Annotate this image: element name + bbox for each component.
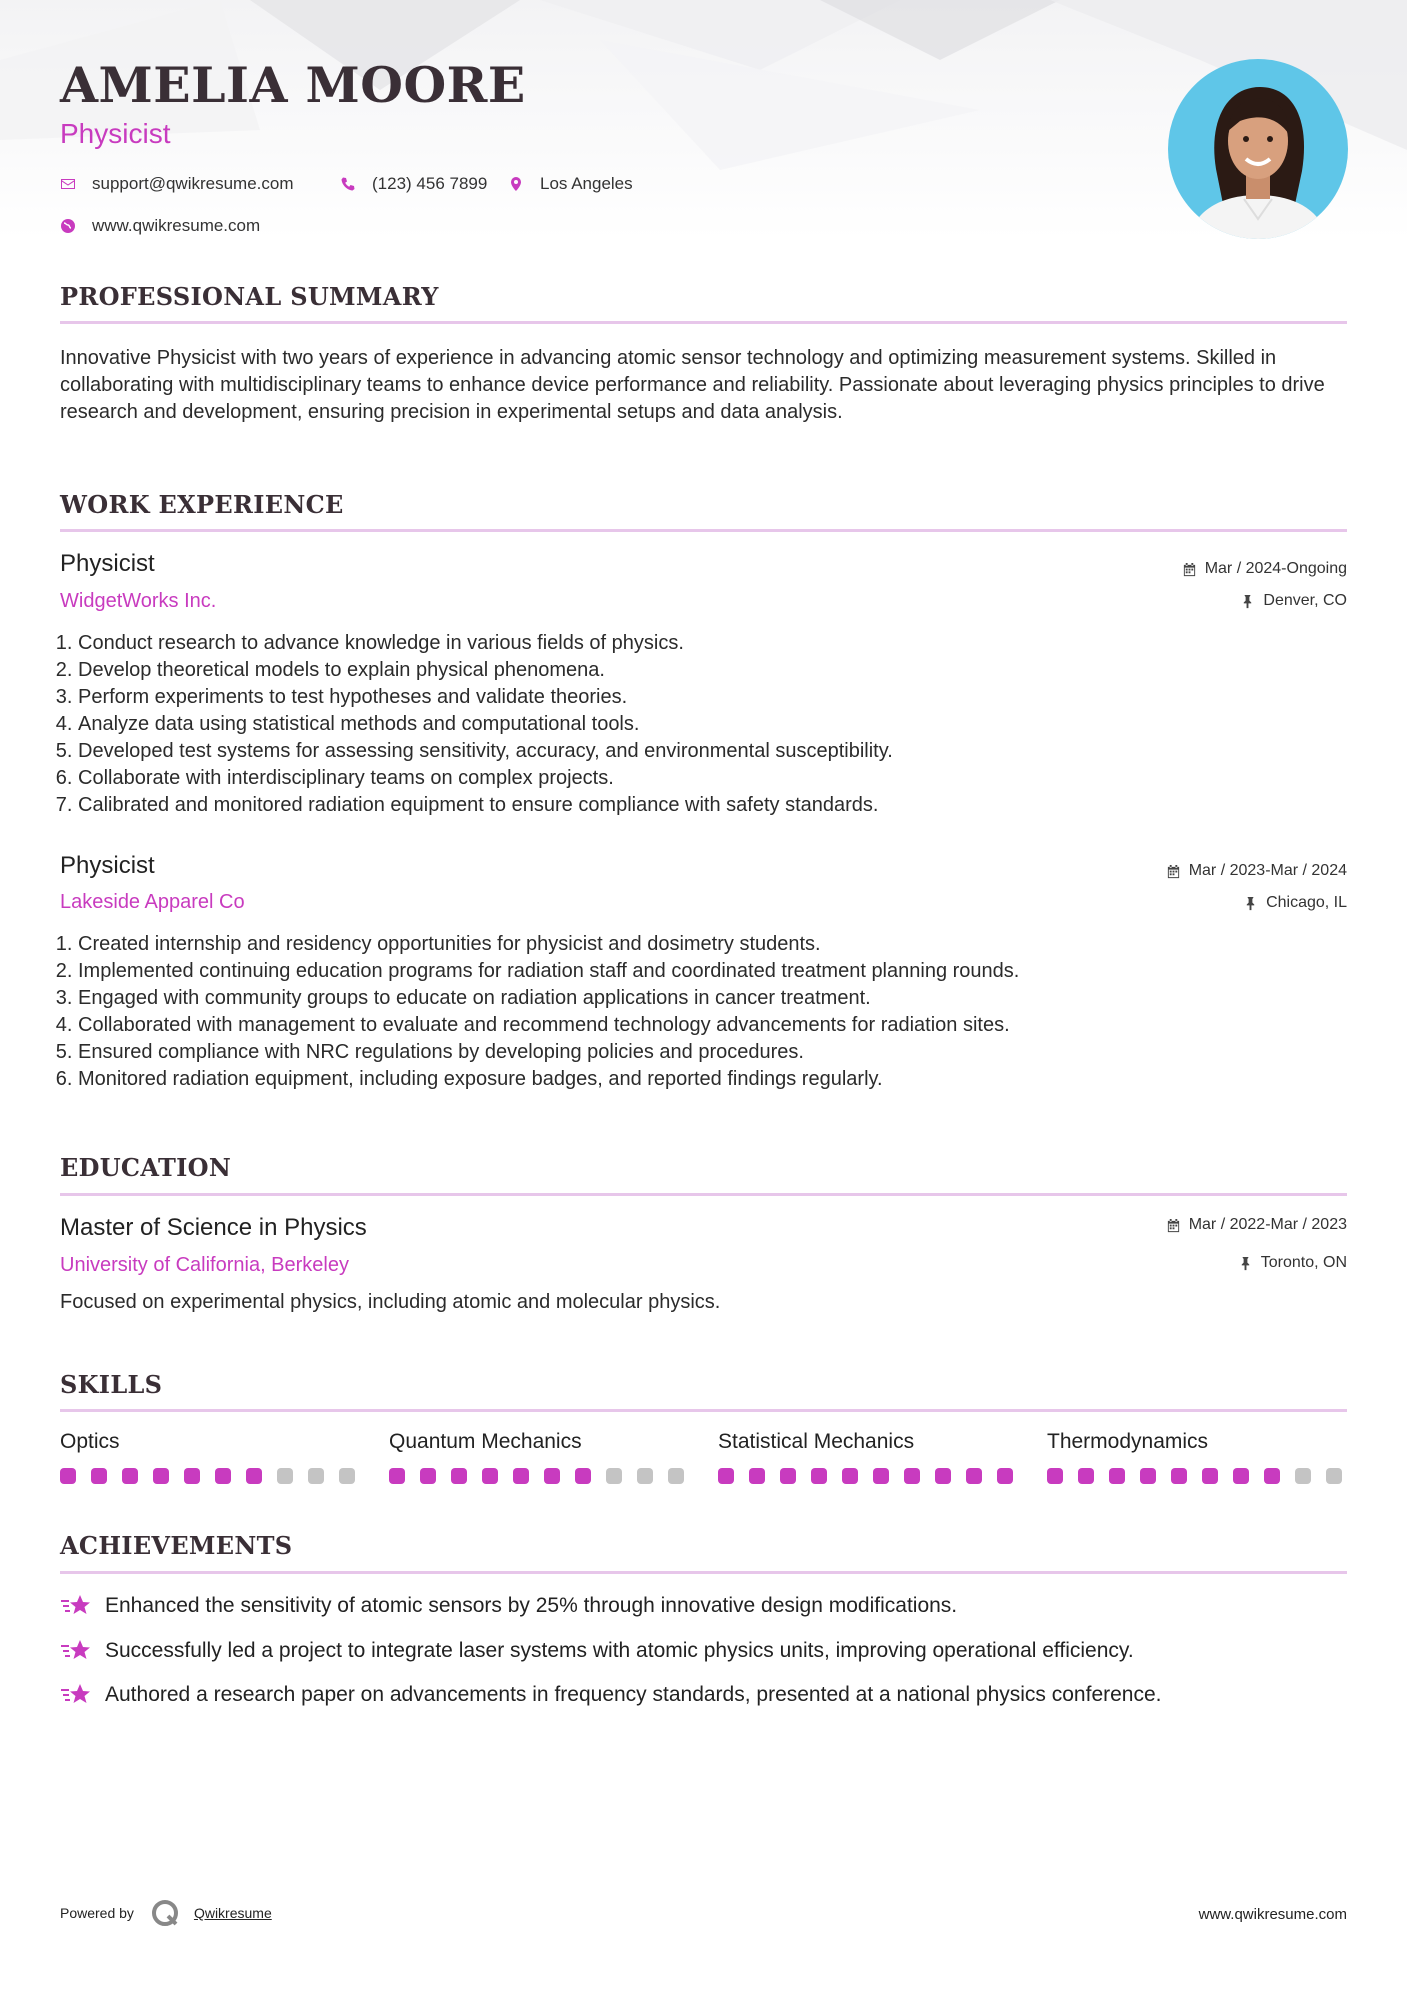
- achievements-heading: ACHIEVEMENTS: [60, 1531, 293, 1560]
- achievement-text: Authored a research paper on advancements in frequency standards, presented at a national physics conference.: [105, 1683, 1162, 1706]
- skill-item: [1047, 1430, 1347, 1484]
- education-location: [1238, 1254, 1347, 1272]
- skill-dot-filled: [1202, 1468, 1218, 1484]
- list-item: 6. Collaborate with interdisciplinary teams on complex projects.: [78, 765, 1365, 792]
- skill-dot-empty: [606, 1468, 622, 1484]
- star-icon: [60, 1592, 92, 1620]
- list-item: 1. Conduct research to advance knowledge in various fields of physics.: [78, 630, 1365, 657]
- education-description: Focused on experimental physics, including atomic and molecular physics.: [60, 1291, 721, 1313]
- skill-rating: [718, 1468, 1018, 1484]
- skill-dot-empty: [668, 1468, 684, 1484]
- skill-dot-filled: [780, 1468, 796, 1484]
- qwikresume-link[interactable]: Qwikresume: [193, 1905, 272, 1921]
- skill-dot-filled: [749, 1468, 765, 1484]
- skills-divider: [60, 1409, 1347, 1412]
- list-item: 7. Calibrated and monitored radiation equipment to ensure compliance with safety standards.: [78, 792, 1365, 819]
- job-duties-list: [60, 931, 1365, 1093]
- achievement-item: [60, 1637, 1134, 1665]
- skill-dot-filled: [718, 1468, 734, 1484]
- skill-dot-filled: [935, 1468, 951, 1484]
- achievement-text: Enhanced the sensitivity of atomic sensors by 25% through innovative design modifications.: [105, 1594, 958, 1617]
- skill-dot-filled: [1078, 1468, 1094, 1484]
- candidate-title: Physicist: [60, 118, 171, 149]
- skill-dot-filled: [1171, 1468, 1187, 1484]
- job-company: Lakeside Apparel Co: [60, 891, 245, 913]
- skill-dot-filled: [153, 1468, 169, 1484]
- skill-dot-empty: [339, 1468, 355, 1484]
- footer-website[interactable]: www.qwikresume.com: [1198, 1906, 1347, 1923]
- summary-heading: PROFESSIONAL SUMMARY: [60, 282, 439, 311]
- list-item: 5. Ensured compliance with NRC regulations by developing policies and procedures.: [78, 1039, 1365, 1066]
- job-duties-list: [60, 630, 1365, 819]
- skill-name: Thermodynamics: [1047, 1430, 1209, 1453]
- education-heading: EDUCATION: [60, 1153, 232, 1182]
- skill-dot-empty: [277, 1468, 293, 1484]
- qwikresume-logo-icon: [150, 1898, 180, 1928]
- pushpin-icon: [1243, 896, 1258, 911]
- skill-dot-filled: [389, 1468, 405, 1484]
- summary-text: Innovative Physicist with two years of experience in advancing atomic sensor technology and optimizing measurement systems. Skilled in collaborating with multidisciplinary teams to enhance device performance and reliability. Passionate about leveraging physics principles to drive research and development, ensuring precision in experimental setups and data analysis.: [60, 347, 1325, 423]
- skill-dot-filled: [575, 1468, 591, 1484]
- globe-icon: [60, 218, 76, 234]
- skill-dot-filled: [1140, 1468, 1156, 1484]
- experience-divider: [60, 529, 1347, 532]
- list-item: 5. Developed test systems for assessing sensitivity, accuracy, and environmental susceptibility.: [78, 738, 1365, 765]
- skill-name: Optics: [60, 1430, 120, 1453]
- education-dates-text: Mar / 2022-Mar / 2023: [1188, 1216, 1347, 1233]
- list-item: 2. Develop theoretical models to explain physical phenomena.: [78, 657, 1365, 684]
- star-icon: [60, 1637, 92, 1665]
- profile-photo: [1168, 59, 1348, 239]
- pushpin-icon: [1240, 594, 1255, 609]
- summary-divider: [60, 321, 1347, 324]
- skill-dot-empty: [308, 1468, 324, 1484]
- powered-by-label: Powered by: [60, 1905, 134, 1921]
- skill-dot-empty: [637, 1468, 653, 1484]
- calendar-icon: [1166, 864, 1181, 879]
- skill-dot-filled: [215, 1468, 231, 1484]
- skill-name: Statistical Mechanics: [718, 1430, 915, 1453]
- list-item: 3. Engaged with community groups to educate on radiation applications in cancer treatment.: [78, 985, 1365, 1012]
- skill-dot-filled: [482, 1468, 498, 1484]
- list-item: 6. Monitored radiation equipment, including exposure badges, and reported findings regularly.: [78, 1066, 1365, 1093]
- skill-dot-filled: [966, 1468, 982, 1484]
- skill-dot-filled: [544, 1468, 560, 1484]
- job-location-text: Denver, CO: [1263, 592, 1347, 609]
- skill-dot-filled: [1264, 1468, 1280, 1484]
- job-dates-text: Mar / 2023-Mar / 2024: [1188, 862, 1347, 879]
- skill-dot-filled: [91, 1468, 107, 1484]
- achievements-divider: [60, 1571, 1347, 1574]
- website-text: www.qwikresume.com: [92, 216, 261, 235]
- skill-dot-filled: [513, 1468, 529, 1484]
- contact-location: [508, 174, 633, 194]
- skill-dot-filled: [1233, 1468, 1249, 1484]
- skill-dot-filled: [873, 1468, 889, 1484]
- skill-dot-filled: [904, 1468, 920, 1484]
- education-dates: [1166, 1216, 1347, 1234]
- skill-rating: [1047, 1468, 1347, 1484]
- job-dates: [1166, 862, 1347, 880]
- skill-dot-filled: [246, 1468, 262, 1484]
- list-item: 3. Perform experiments to test hypotheses and validate theories.: [78, 684, 1365, 711]
- skill-rating: [60, 1468, 360, 1484]
- contact-email[interactable]: [60, 174, 294, 194]
- contact-website[interactable]: [60, 216, 260, 236]
- envelope-icon: [60, 176, 76, 192]
- education-location-text: Toronto, ON: [1260, 1254, 1347, 1271]
- skill-dot-filled: [1047, 1468, 1063, 1484]
- list-item: 2. Implemented continuing education programs for radiation staff and coordinated treatment planning rounds.: [78, 958, 1365, 985]
- skill-dot-filled: [184, 1468, 200, 1484]
- phone-text: (123) 456 7899: [372, 174, 488, 193]
- degree-title: Master of Science in Physics: [60, 1214, 367, 1241]
- job-location: [1240, 592, 1347, 610]
- skill-dot-filled: [811, 1468, 827, 1484]
- skill-dot-filled: [842, 1468, 858, 1484]
- achievement-text: Successfully led a project to integrate laser systems with atomic physics units, improving operational efficiency.: [105, 1639, 1134, 1662]
- job-dates-text: Mar / 2024-Ongoing: [1204, 560, 1347, 577]
- star-icon: [60, 1681, 92, 1709]
- job-location-text: Chicago, IL: [1266, 894, 1347, 911]
- job-title: Physicist: [60, 550, 155, 577]
- skill-dot-filled: [420, 1468, 436, 1484]
- achievement-item: [60, 1592, 957, 1620]
- map-pin-icon: [508, 176, 524, 192]
- skill-item: [60, 1430, 360, 1484]
- phone-icon: [340, 176, 356, 192]
- location-text: Los Angeles: [540, 174, 633, 193]
- skill-item: [389, 1430, 689, 1484]
- skill-dot-empty: [1326, 1468, 1342, 1484]
- contact-phone[interactable]: [340, 174, 487, 194]
- job-dates: [1182, 560, 1347, 578]
- skill-dot-filled: [60, 1468, 76, 1484]
- skills-heading: SKILLS: [60, 1370, 163, 1399]
- pushpin-icon: [1238, 1256, 1253, 1271]
- achievement-item: [60, 1681, 1162, 1709]
- skill-rating: [389, 1468, 689, 1484]
- job-company: WidgetWorks Inc.: [60, 590, 217, 612]
- skill-name: Quantum Mechanics: [389, 1430, 582, 1453]
- experience-heading: WORK EXPERIENCE: [60, 490, 344, 519]
- education-divider: [60, 1193, 1347, 1196]
- skill-dot-filled: [122, 1468, 138, 1484]
- email-text: support@qwikresume.com: [92, 174, 294, 193]
- footer-powered-by: [60, 1898, 272, 1928]
- skill-item: [718, 1430, 1018, 1484]
- school-name: University of California, Berkeley: [60, 1254, 349, 1276]
- skill-dot-filled: [451, 1468, 467, 1484]
- job-location: [1243, 894, 1347, 912]
- skill-dot-empty: [1295, 1468, 1311, 1484]
- skill-dot-filled: [997, 1468, 1013, 1484]
- list-item: 4. Analyze data using statistical methods and computational tools.: [78, 711, 1365, 738]
- skill-dot-filled: [1109, 1468, 1125, 1484]
- calendar-icon: [1166, 1218, 1181, 1233]
- list-item: 4. Collaborated with management to evaluate and recommend technology advancements for radiation sites.: [78, 1012, 1365, 1039]
- candidate-name: AMELIA MOORE: [60, 56, 526, 114]
- calendar-icon: [1182, 562, 1197, 577]
- job-title: Physicist: [60, 852, 155, 879]
- list-item: 1. Created internship and residency opportunities for physicist and dosimetry students.: [78, 931, 1365, 958]
